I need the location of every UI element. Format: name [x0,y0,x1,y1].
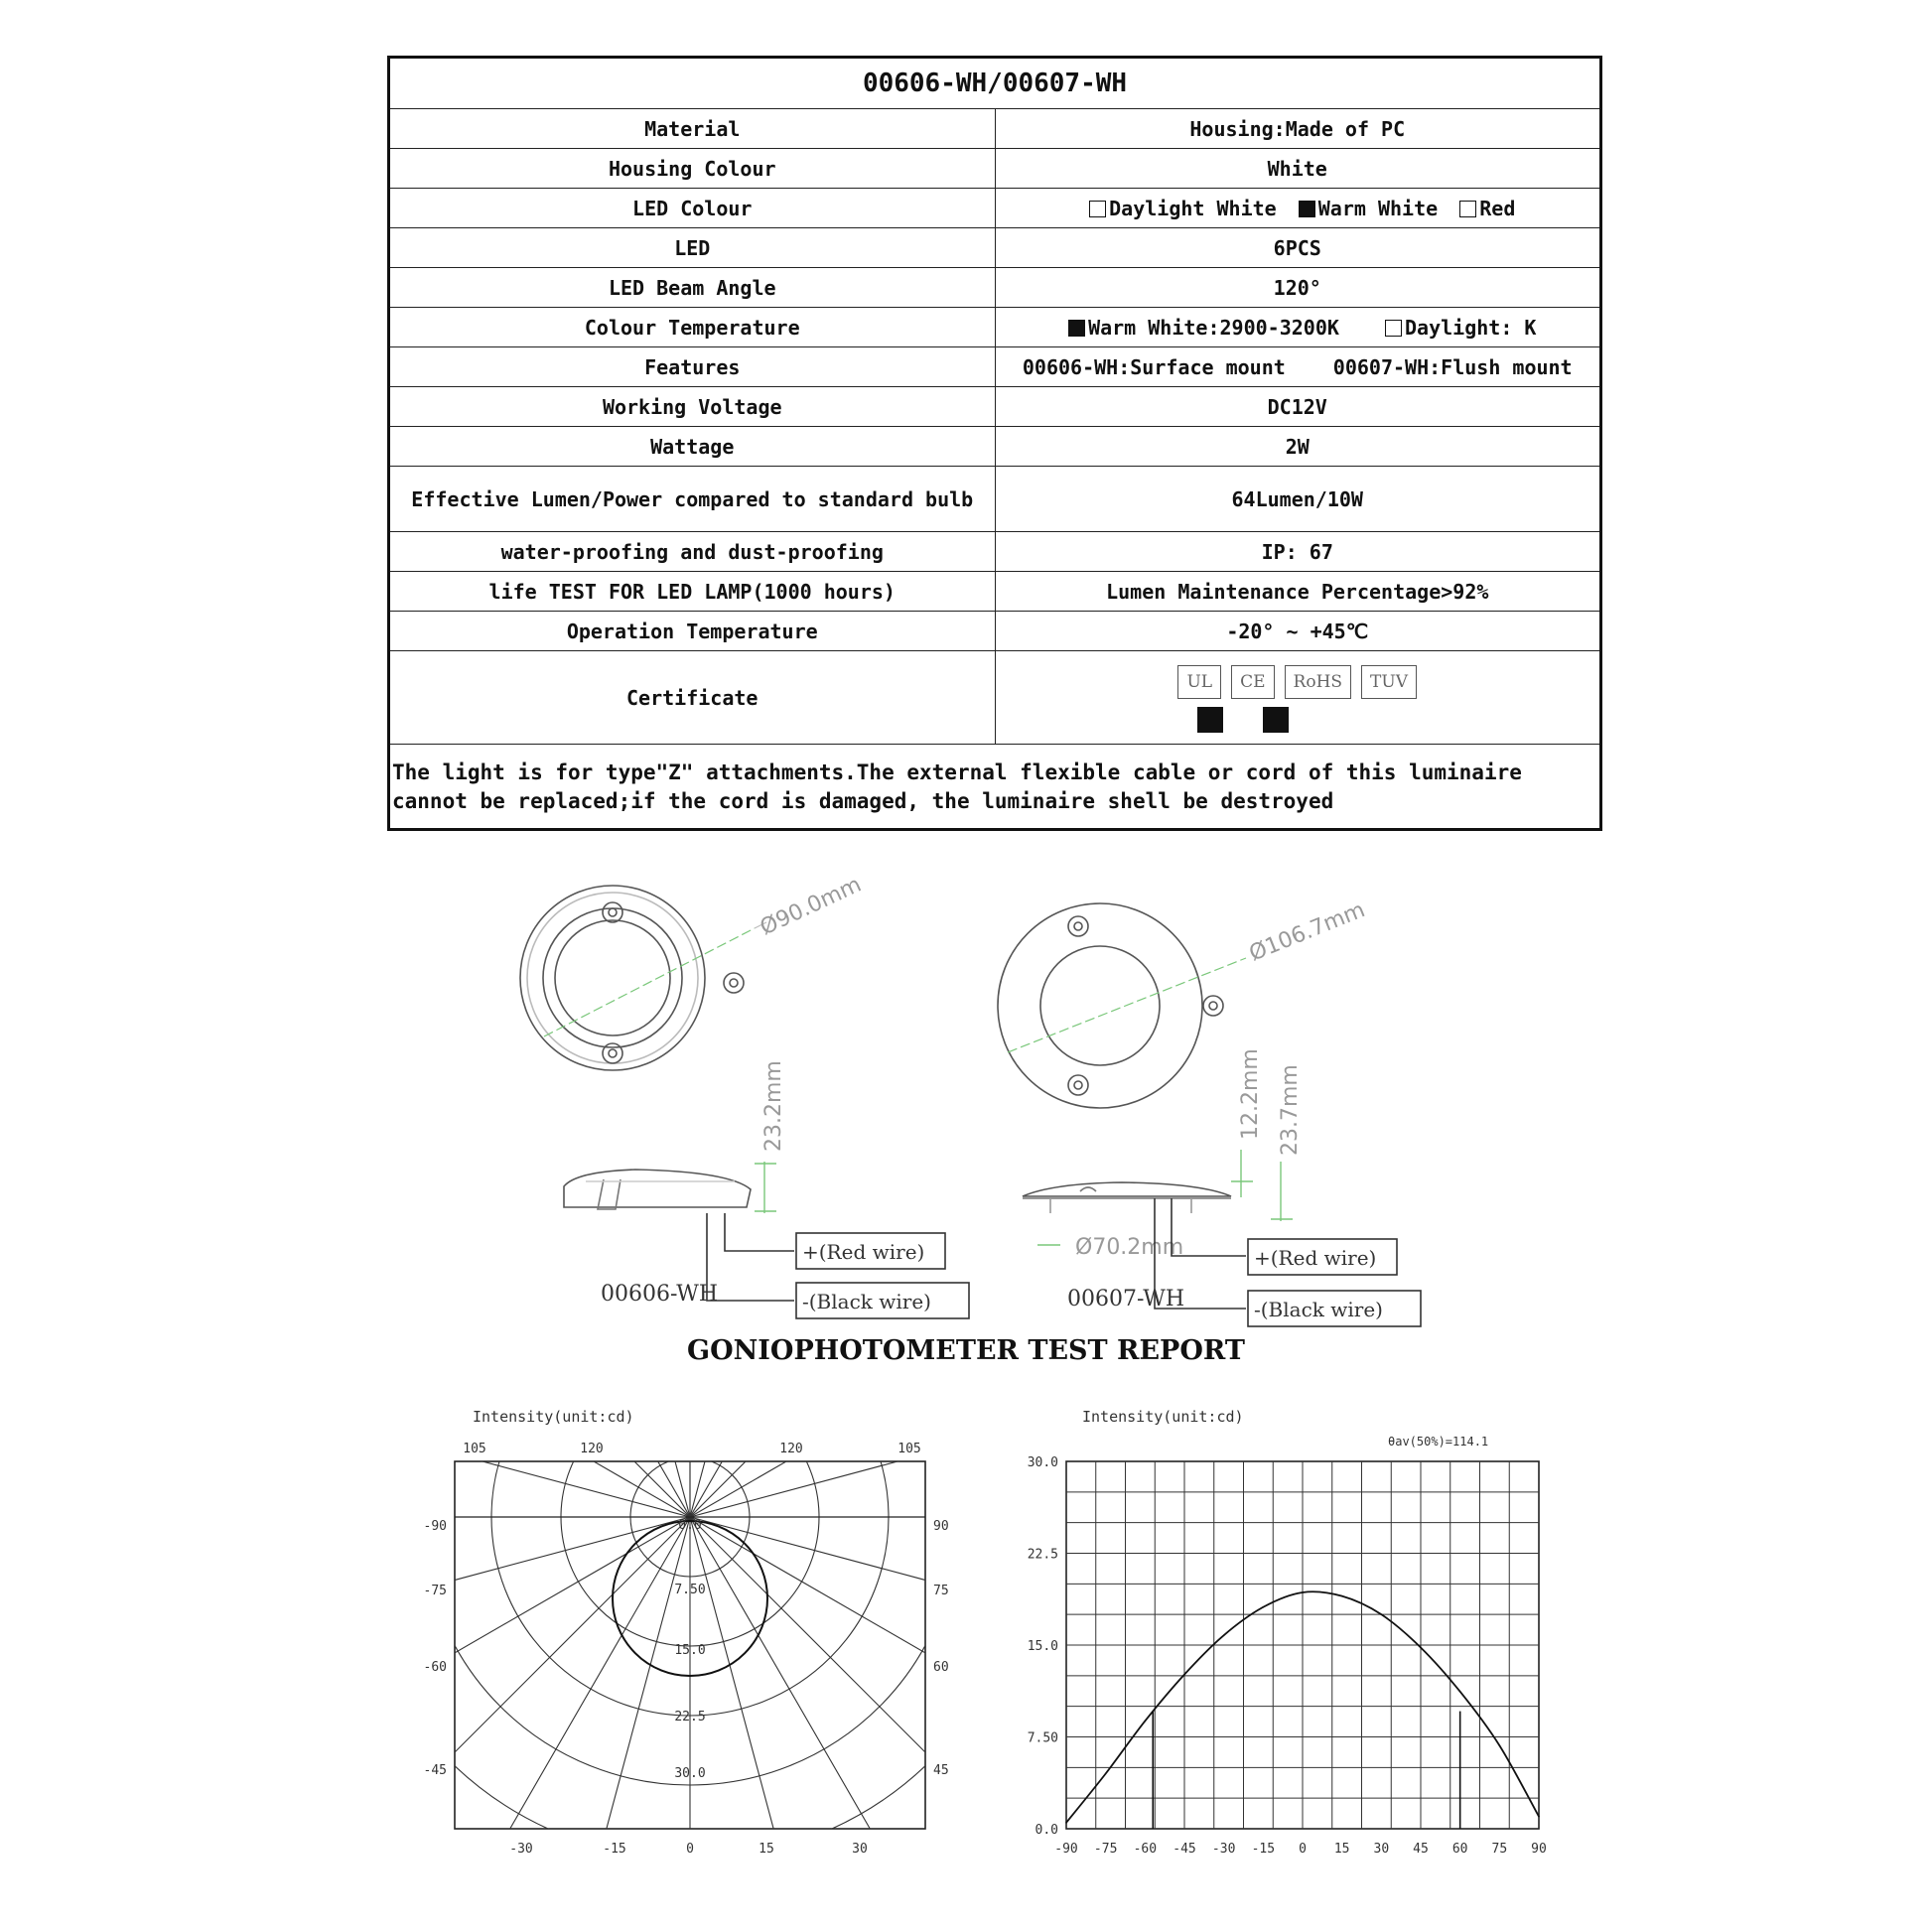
cutout-label-00607: Ø70.2mm [1075,1235,1184,1260]
curve-point [1381,1613,1383,1615]
spec-key: water-proofing and dust-proofing [389,532,996,572]
curve-point [1065,1822,1067,1824]
polar-bottom-tick: -30 [509,1842,533,1857]
curve-x-tick: 0 [1299,1842,1307,1857]
polar-left-tick: -60 [423,1660,447,1675]
red-wire-label-00606: +(Red wire) [802,1240,925,1264]
diameter-label-00606: Ø90.0mm [756,872,866,941]
spec-title: 00606-WH/00607-WH [389,58,1601,109]
height-label-a-00607: 12.2mm [1238,1048,1263,1140]
black-wire-label-00607: -(Black wire) [1254,1298,1383,1321]
polar-radial-tick: 15.0 [674,1643,706,1658]
curve-x-tick: -15 [1251,1842,1276,1857]
option-label: Red [1479,196,1516,220]
polar-top-tick: 120 [580,1442,604,1456]
curve-tick-labels [1028,1455,1547,1857]
spec-key: LED [389,228,996,268]
curve-point [1420,1647,1422,1649]
curve-point [1145,1721,1147,1723]
spec-key: Certificate [389,651,996,745]
option-label: Warm White [1317,196,1439,220]
curve-x-tick: 15 [1333,1842,1350,1857]
polar-right-tick: 90 [933,1519,949,1534]
spec-key: Effective Lumen/Power compared to standard bulb [389,467,996,532]
note-text: The light is for type"Z" attachments.The external flexible cable or cord of this luminaire cannot be replaced;if the cord is damaged, the luminaire shell be destroyed [389,745,1601,830]
curve-x-tick: -45 [1173,1842,1196,1857]
polar-radial-tick: 30.0 [674,1766,706,1781]
cert-badge-ce: CE [1231,665,1274,699]
spec-key: Colour Temperature [389,308,996,347]
curve-x-tick: 75 [1491,1842,1508,1857]
curve-point [1459,1691,1461,1693]
spec-value: -20° ~ +45℃ [995,612,1601,651]
feature-surface: 00606-WH:Surface mount [1022,354,1286,379]
curve-point [1105,1773,1107,1775]
curve-x-tick: -60 [1133,1842,1158,1857]
polar-right-tick: 60 [933,1660,949,1675]
spec-value: 2W [995,427,1601,467]
model-label-00606: 00606-WH [601,1282,719,1307]
option-label: Daylight White [1109,196,1277,220]
curve-x-tick: 90 [1531,1842,1547,1857]
curve-point [1538,1816,1540,1818]
polar-bottom-tick: 0 [686,1842,694,1857]
polar-left-tick: -45 [423,1763,447,1778]
spec-value: Housing:Made of PC [995,109,1601,149]
polar-right-tick: 75 [933,1584,949,1598]
spec-key: Operation Temperature [389,612,996,651]
option-label: Daylight: K [1404,315,1537,340]
curve-x-tick: 30 [1373,1842,1390,1857]
curve-x-tick: -30 [1211,1842,1236,1857]
model-label-00607: 00607-WH [1067,1287,1185,1311]
polar-bottom-tick: 15 [759,1842,774,1857]
spec-value: White [995,149,1601,189]
curve-y-tick: 15.0 [1027,1639,1058,1654]
curve-point [1223,1634,1225,1636]
spec-value: Lumen Maintenance Percentage>92% [995,572,1601,612]
feature-flush: 00607-WH:Flush mount [1332,354,1573,379]
black-wire-label-00606: -(Black wire) [802,1290,931,1313]
red-wire-label-00607: +(Red wire) [1254,1246,1377,1270]
polar-top-tick: 105 [463,1442,486,1456]
curve-y-tick: 30.0 [1027,1455,1058,1470]
report-title: GONIOPHOTOMETER TEST REPORT [687,1335,1245,1366]
spec-key: Features [389,347,996,387]
diameter-label-00607: Ø106.7mm [1245,897,1369,967]
polar-radial-tick: 22.5 [674,1710,706,1725]
cert-badge-rohs: RoHS [1285,665,1352,699]
polar-left-tick: -75 [423,1584,447,1598]
cert-badge-ul: UL [1177,665,1221,699]
curve-grid [1066,1461,1539,1829]
curve-point [1341,1595,1343,1597]
spec-key: Housing Colour [389,149,996,189]
option-label: Warm White:2900-3200K [1088,315,1339,340]
spec-key: LED Beam Angle [389,268,996,308]
curve-y-tick: 22.5 [1027,1547,1058,1563]
curve-x-tick: -90 [1054,1842,1078,1857]
curve-y-tick: 7.50 [1027,1730,1058,1746]
polar-right-tick: 45 [933,1763,949,1778]
spec-key: Wattage [389,427,996,467]
curve-point [1183,1674,1185,1676]
height-label-b-00607: 23.7mm [1278,1064,1303,1156]
polar-bottom-tick: 30 [852,1842,868,1857]
curve-point [1302,1591,1304,1593]
spec-value: DC12V [995,387,1601,427]
spec-value: 6PCS [995,228,1601,268]
spec-key: Working Voltage [389,387,996,427]
spec-key: Material [389,109,996,149]
curve-title: Intensity(unit:cd) [1082,1408,1244,1426]
polar-left-tick: -90 [423,1519,447,1534]
polar-radial-tick: 0.0 [678,1518,702,1533]
curve-y-tick: 0.0 [1035,1823,1058,1838]
polar-title: Intensity(unit:cd) [473,1408,634,1426]
curve-point [1263,1606,1265,1608]
spec-value: 120° [995,268,1601,308]
curve-x-tick: 45 [1413,1842,1429,1857]
curve-point [1499,1744,1501,1746]
polar-top-tick: 105 [897,1442,921,1456]
cert-badge-tuv: TUV [1361,665,1417,699]
spec-value: 64Lumen/10W [995,467,1601,532]
polar-bottom-tick: -15 [603,1842,626,1857]
height-label-00606: 23.2mm [761,1060,786,1152]
curve-x-tick: 60 [1451,1842,1468,1857]
spec-value: IP: 67 [995,532,1601,572]
spec-key: life TEST FOR LED LAMP(1000 hours) [389,572,996,612]
curve-annotation: θav(50%)=114.1 [1388,1435,1489,1449]
spec-key: LED Colour [389,189,996,228]
polar-top-tick: 120 [779,1442,803,1456]
polar-radial-tick: 7.50 [674,1583,706,1597]
curve-x-tick: -75 [1093,1842,1118,1857]
